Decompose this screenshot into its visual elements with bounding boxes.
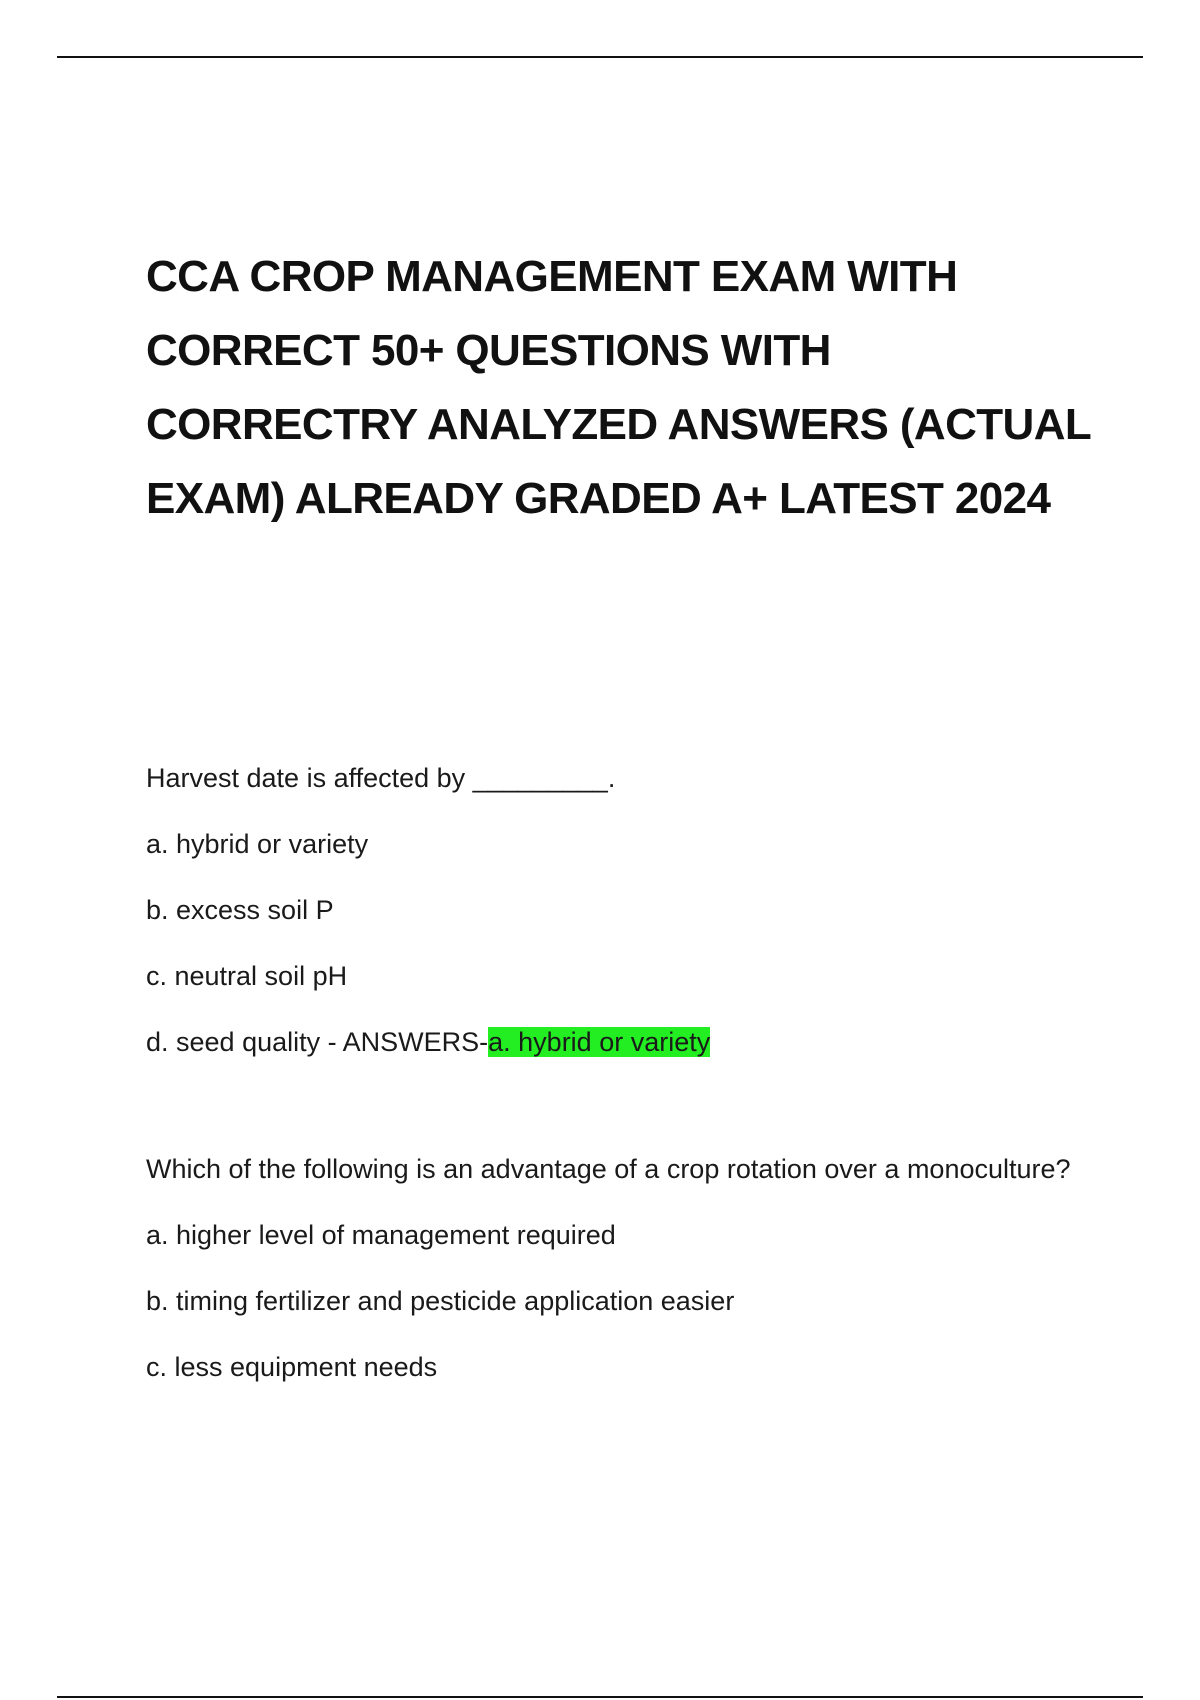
option-d: d. seed quality - ANSWERS- — [146, 1027, 489, 1057]
highlighted-answer: a. hybrid or variety — [488, 1027, 711, 1057]
option-c: c. neutral soil pH — [146, 961, 348, 991]
top-rule — [57, 56, 1143, 58]
question-block-2 — [146, 1146, 1106, 1410]
bottom-rule — [57, 1696, 1143, 1698]
option-a: a. higher level of management required — [146, 1220, 616, 1250]
question-prompt: Harvest date is affected by _________. — [146, 763, 616, 793]
option-d-with-answer — [146, 1019, 1106, 1065]
option-b: b. timing fertilizer and pesticide application easier — [146, 1286, 735, 1316]
question-block-1 — [146, 755, 1106, 1085]
option-a: a. hybrid or variety — [146, 829, 369, 859]
document-title: CCA CROP MANAGEMENT EXAM WITH CORRECT 50+ QUESTIONS WITH CORRECTRY ANALYZED ANSWERS (ACTUAL EXAM) ALREADY GRADED A+ LATEST 2024 — [146, 252, 1091, 523]
option-b: b. excess soil P — [146, 895, 334, 925]
question-prompt: Which of the following is an advantage of a crop rotation over a monoculture? — [146, 1154, 1071, 1184]
option-c: c. less equipment needs — [146, 1352, 438, 1382]
